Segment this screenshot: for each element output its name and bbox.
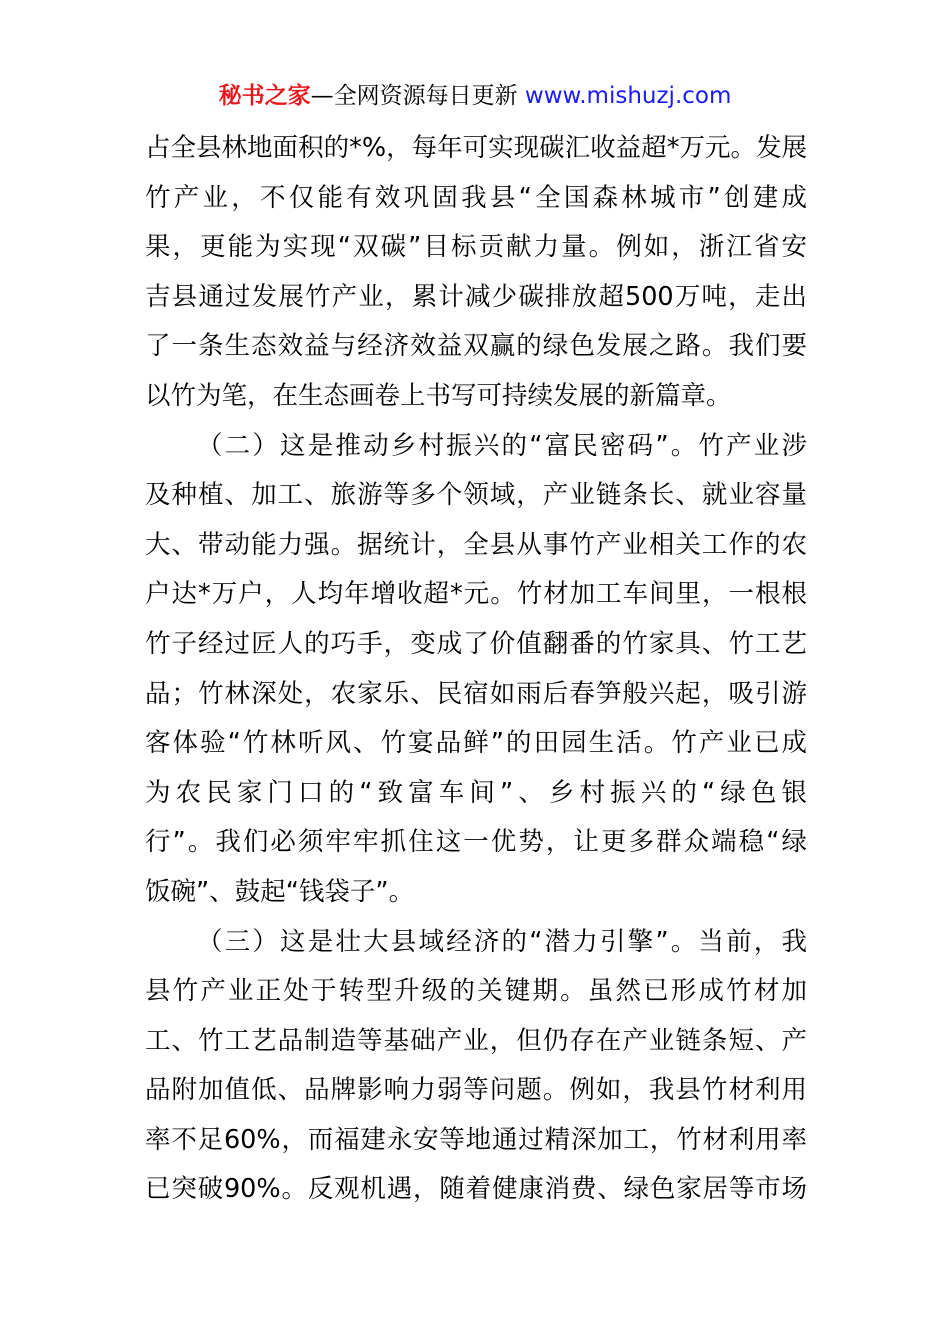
text-line: 行”。我们必须牢牢抓住这一优势，让更多群众端稳“绿 xyxy=(145,827,807,858)
text-line: 了一条生态效益与经济效益双赢的绿色发展之路。我们要 xyxy=(145,331,807,362)
site-url[interactable]: www.mishuzj.com xyxy=(524,83,732,109)
text-line: 果，更能为实现“双碳”目标贡献力量。例如，浙江省安 xyxy=(145,232,807,263)
text-line: 占全县林地面积的*%，每年可实现碳汇收益超*万元。发展 xyxy=(145,133,807,163)
text-line: 吉县通过发展竹产业，累计减少碳排放超500万吨，走出 xyxy=(145,281,807,312)
text-line: 已突破90%。反观机遇，随着健康消费、绿色家居等市场 xyxy=(145,1174,807,1205)
text-line: 品；竹林深处，农家乐、民宿如雨后春笋般兴起，吸引游 xyxy=(145,678,807,709)
text-line: 大、带动能力强。据统计，全县从事竹产业相关工作的农 xyxy=(145,529,807,560)
text-line: 竹子经过匠人的巧手，变成了价值翻番的竹家具、竹工艺 xyxy=(145,628,807,659)
text-line: 客体验“竹林听风、竹宴品鲜”的田园生活。竹产业已成 xyxy=(145,728,807,759)
paragraph-start-line: （三）这是壮大县域经济的“潜力引擎”。当前，我 xyxy=(197,926,807,957)
site-tagline: —全网资源每日更新 xyxy=(310,83,518,109)
text-line: 及种植、加工、旅游等多个领域，产业链条长、就业容量 xyxy=(145,480,807,511)
text-line: 县竹产业正处于转型升级的关键期。虽然已形成竹材加 xyxy=(145,976,807,1007)
site-header xyxy=(0,78,950,114)
text-line: 户达*万户，人均年增收超*元。竹材加工车间里，一根根 xyxy=(145,579,807,610)
site-brand: 秘书之家 xyxy=(218,83,311,109)
text-line: 以竹为笔，在生态画卷上书写可持续发展的新篇章。 xyxy=(145,380,732,411)
text-line: 品附加值低、品牌影响力弱等问题。例如，我县竹材利用 xyxy=(145,1075,807,1106)
text-line: 工、竹工艺品制造等基础产业，但仍存在产业链条短、产 xyxy=(145,1025,807,1056)
text-line: 饭碗”、鼓起“钱袋子”。 xyxy=(145,876,415,907)
text-line: 率不足60%，而福建永安等地通过精深加工，竹材利用率 xyxy=(145,1124,807,1155)
paragraph-start-line: （二）这是推动乡村振兴的“富民密码”。竹产业涉 xyxy=(197,430,807,461)
document-body xyxy=(145,124,807,1215)
text-line: 为农民家门口的“致富车间”、乡村振兴的“绿色银 xyxy=(145,777,807,808)
text-line: 竹产业，不仅能有效巩固我县“全国森林城市”创建成 xyxy=(145,182,807,213)
